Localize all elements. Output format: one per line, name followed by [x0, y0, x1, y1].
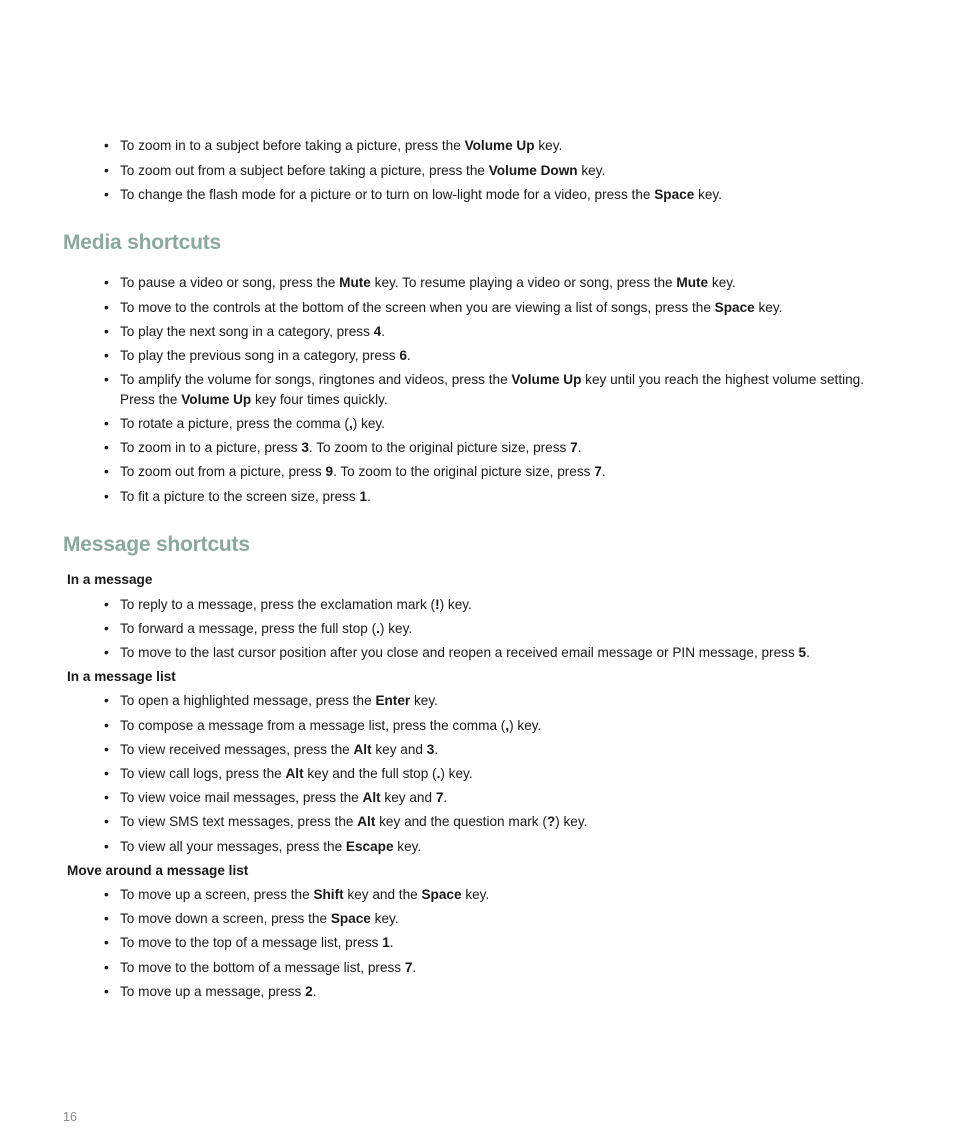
list-item: • To view received messages, press the Alt key and 3. [120, 740, 895, 760]
key-name: Alt [285, 766, 304, 781]
key-name: 1 [359, 489, 368, 504]
key-name: 3 [426, 742, 435, 757]
list-item: • To move to the bottom of a message list, press 7. [120, 958, 895, 978]
key-name: , [348, 416, 353, 431]
key-name: 3 [301, 440, 309, 455]
key-name: Space [421, 887, 462, 902]
key-name: Alt [362, 790, 381, 805]
list-item: • To move up a message, press 2. [120, 982, 895, 1002]
key-name: Space [654, 187, 695, 202]
key-name: Volume Down [488, 163, 578, 178]
message-shortcuts-heading: Message shortcuts [63, 533, 250, 556]
list-item: • To open a highlighted message, press the Enter key. [120, 691, 895, 711]
list-item: • To play the previous song in a category, press 6. [120, 346, 895, 366]
key-name: Mute [676, 275, 709, 290]
list-item: • To zoom in to a subject before taking a picture, press the Volume Up key. [120, 136, 895, 156]
key-name: 4 [373, 324, 382, 339]
key-name: 7 [435, 790, 444, 805]
list-item: • To change the flash mode for a picture or to turn on low-light mode for a video, press the Space key. [120, 185, 895, 205]
list-item: • To rotate a picture, press the comma (,) key. [120, 414, 895, 434]
key-name: Space [330, 911, 371, 926]
list-item: • To move to the controls at the bottom of the screen when you are viewing a list of songs, press the Space key. [120, 298, 895, 318]
key-name: . [436, 766, 441, 781]
list-item: • To forward a message, press the full stop (.) key. [120, 619, 895, 639]
page-number: 16 [63, 1110, 77, 1124]
key-name: Volume Up [464, 138, 535, 153]
key-name: 5 [798, 645, 807, 660]
key-name: Enter [375, 693, 411, 708]
key-name: Shift [313, 887, 344, 902]
media-shortcuts-heading: Media shortcuts [63, 231, 222, 254]
key-name: 9 [325, 464, 334, 479]
list-item: • To view voice mail messages, press the Alt key and 7. [120, 788, 895, 808]
key-name: 7 [570, 440, 578, 455]
key-name: 7 [594, 464, 602, 479]
key-name: 6 [399, 348, 407, 363]
list-item: • To play the next song in a category, press 4. [120, 322, 895, 342]
key-name: . [376, 621, 380, 636]
key-name: Volume Up [511, 372, 582, 387]
key-name: 1 [382, 935, 390, 950]
list-item: • To zoom out from a picture, press 9. To zoom to the original picture size, press 7. [120, 462, 895, 482]
list-item: • To reply to a message, press the exclamation mark (!) key. [120, 595, 895, 615]
key-name: Alt [357, 814, 376, 829]
list-item: • To move to the top of a message list, press 1. [120, 933, 895, 953]
key-name: ! [435, 597, 440, 612]
list-item: • To pause a video or song, press the Mute key. To resume playing a video or song, press the Mute key. [120, 273, 895, 293]
list-item: • To view SMS text messages, press the Alt key and the question mark (?) key. [120, 812, 895, 832]
list-item: • To compose a message from a message list, press the comma (,) key. [120, 716, 895, 736]
in-a-message-subheading: In a message [67, 572, 153, 587]
key-name: Space [714, 300, 755, 315]
list-item: • To zoom out from a subject before taking a picture, press the Volume Down key. [120, 161, 895, 181]
key-name: 7 [404, 960, 413, 975]
list-item: • To view all your messages, press the Escape key. [120, 837, 895, 857]
key-name: , [505, 718, 510, 733]
list-item: • To move up a screen, press the Shift key and the Space key. [120, 885, 895, 905]
list-item: • To zoom in to a picture, press 3. To zoom to the original picture size, press 7. [120, 438, 895, 458]
key-name: Alt [353, 742, 372, 757]
list-item: • To view call logs, press the Alt key and the full stop (.) key. [120, 764, 895, 784]
list-item: • To fit a picture to the screen size, press 1. [120, 487, 895, 507]
list-item: • To move to the last cursor position after you close and reopen a received email message or PIN message, press 5. [120, 643, 895, 663]
key-name: 2 [305, 984, 313, 999]
key-name: Volume Up [181, 392, 252, 407]
list-item: • To move down a screen, press the Space key. [120, 909, 895, 929]
move-around-subheading: Move around a message list [67, 863, 249, 878]
list-item: • To amplify the volume for songs, ringtones and videos, press the Volume Up key until you reach the highest volume setting. Press the Volume Up key four times quickly. [120, 370, 895, 410]
key-name: Escape [345, 839, 394, 854]
key-name: Mute [339, 275, 371, 290]
key-name: ? [546, 814, 556, 829]
in-a-message-list-subheading: In a message list [67, 669, 176, 684]
